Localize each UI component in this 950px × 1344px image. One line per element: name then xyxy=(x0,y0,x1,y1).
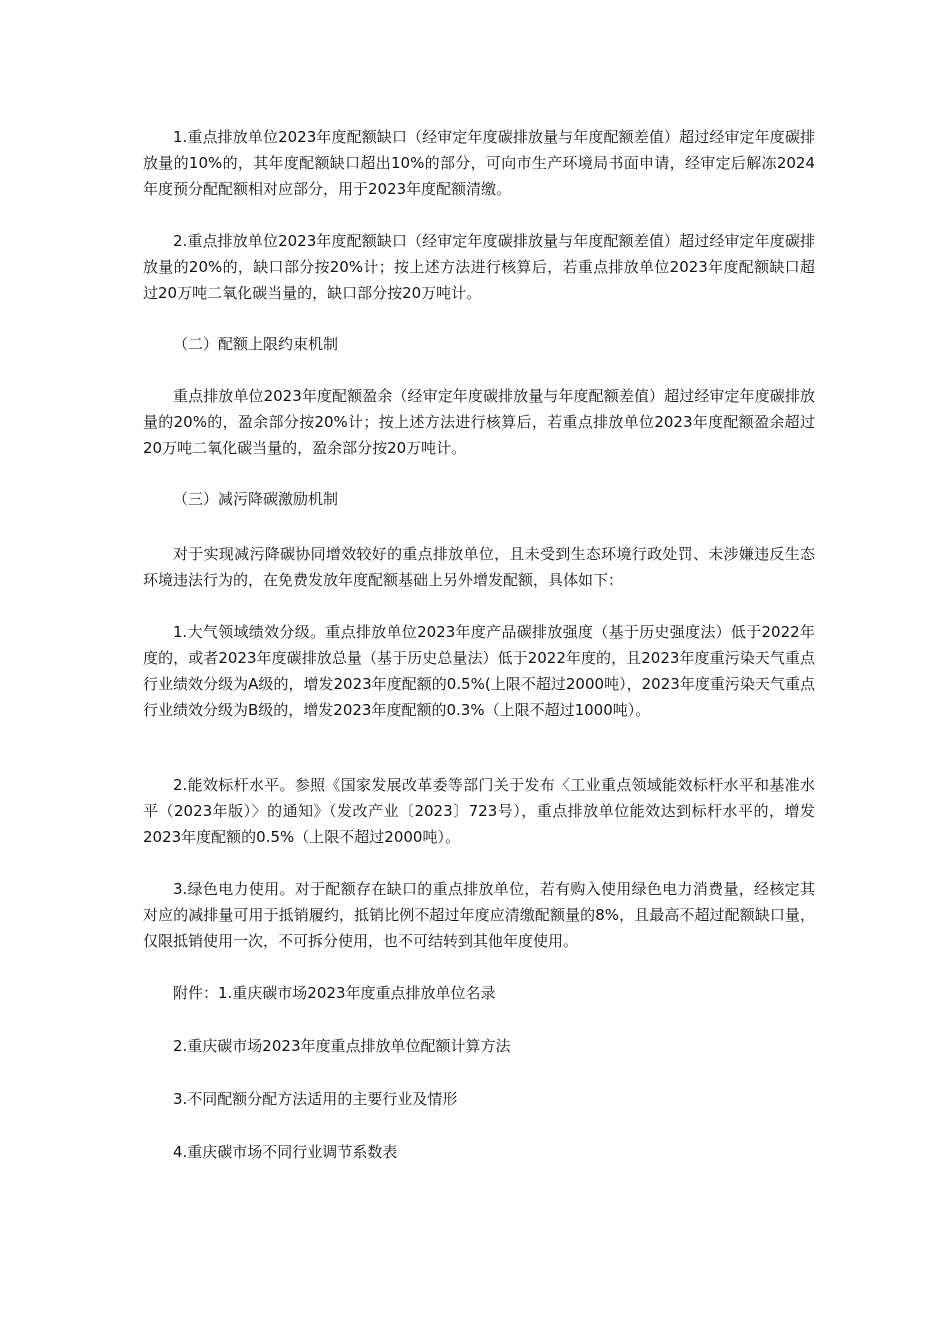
paragraph-air-performance-grading: 1.大气领域绩效分级。重点排放单位2023年度产品碳排放强度（基于历史强度法）低于2022年度的，或者2023年度碳排放总量（基于历史总量法）低于2022年度的，且2023年度重污染天气重点行业绩效分级为A级的，增发2023年度配额的0.5%(上限不超过2000吨），2023年度重污染天气重点行业绩效分级为B级的，增发2023年度配额的0.3%（上限不超过1000吨）。 xyxy=(143,623,815,719)
paragraph-incentive-intro: 对于实现减污降碳协同增效较好的重点排放单位，且未受到生态环境行政处罚、未涉嫌违反生态环境违法行为的，在免费发放年度配额基础上另外增发配额，具体如下： xyxy=(143,545,815,589)
attachment-item-1: 附件：1.重庆碳市场2023年度重点排放单位名录 xyxy=(173,984,496,1002)
attachment-item-2: 2.重庆碳市场2023年度重点排放单位配额计算方法 xyxy=(173,1037,511,1055)
heading-incentive-mechanism: （三）减污降碳激励机制 xyxy=(173,490,339,508)
paragraph-quota-gap-unfreeze: 1.重点排放单位2023年度配额缺口（经审定年度碳排放量与年度配额差值）超过经审定年度碳排放量的10%的，其年度配额缺口超出10%的部分，可向市生产环境局书面申请，经审定后解冻2024年度预分配配额相对应部分，用于2023年度配额清缴。 xyxy=(143,128,815,198)
paragraph-energy-efficiency-benchmark: 2.能效标杆水平。参照《国家发展改革委等部门关于发布〈工业重点领域能效标杆水平和基准水平（2023年版）〉的通知》（发改产业〔2023〕723号），重点排放单位能效达到标杆水平的，增发2023年度配额的0.5%（上限不超过2000吨）。 xyxy=(143,776,815,846)
attachment-item-4: 4.重庆碳市场不同行业调节系数表 xyxy=(173,1143,398,1161)
attachment-item-3: 3.不同配额分配方法适用的主要行业及情形 xyxy=(173,1090,458,1108)
paragraph-green-power-use: 3.绿色电力使用。对于配额存在缺口的重点排放单位，若有购入使用绿色电力消费量，经核定其对应的减排量可用于抵销履约，抵销比例不超过年度应清缴配额量的8%，且最高不超过配额缺口量，仅限抵销使用一次，不可拆分使用，也不可结转到其他年度使用。 xyxy=(143,880,815,950)
paragraph-quota-gap-cap: 2.重点排放单位2023年度配额缺口（经审定年度碳排放量与年度配额差值）超过经审定年度碳排放量的20%的，缺口部分按20%计；按上述方法进行核算后，若重点排放单位2023年度配额缺口超过20万吨二氧化碳当量的，缺口部分按20万吨计。 xyxy=(143,232,815,302)
heading-quota-upper-limit: （二）配额上限约束机制 xyxy=(173,335,339,353)
paragraph-quota-surplus-cap: 重点排放单位2023年度配额盈余（经审定年度碳排放量与年度配额差值）超过经审定年度碳排放量的20%的，盈余部分按20%计；按上述方法进行核算后，若重点排放单位2023年度配额盈余超过20万吨二氧化碳当量的，盈余部分按20万吨计。 xyxy=(143,387,815,457)
